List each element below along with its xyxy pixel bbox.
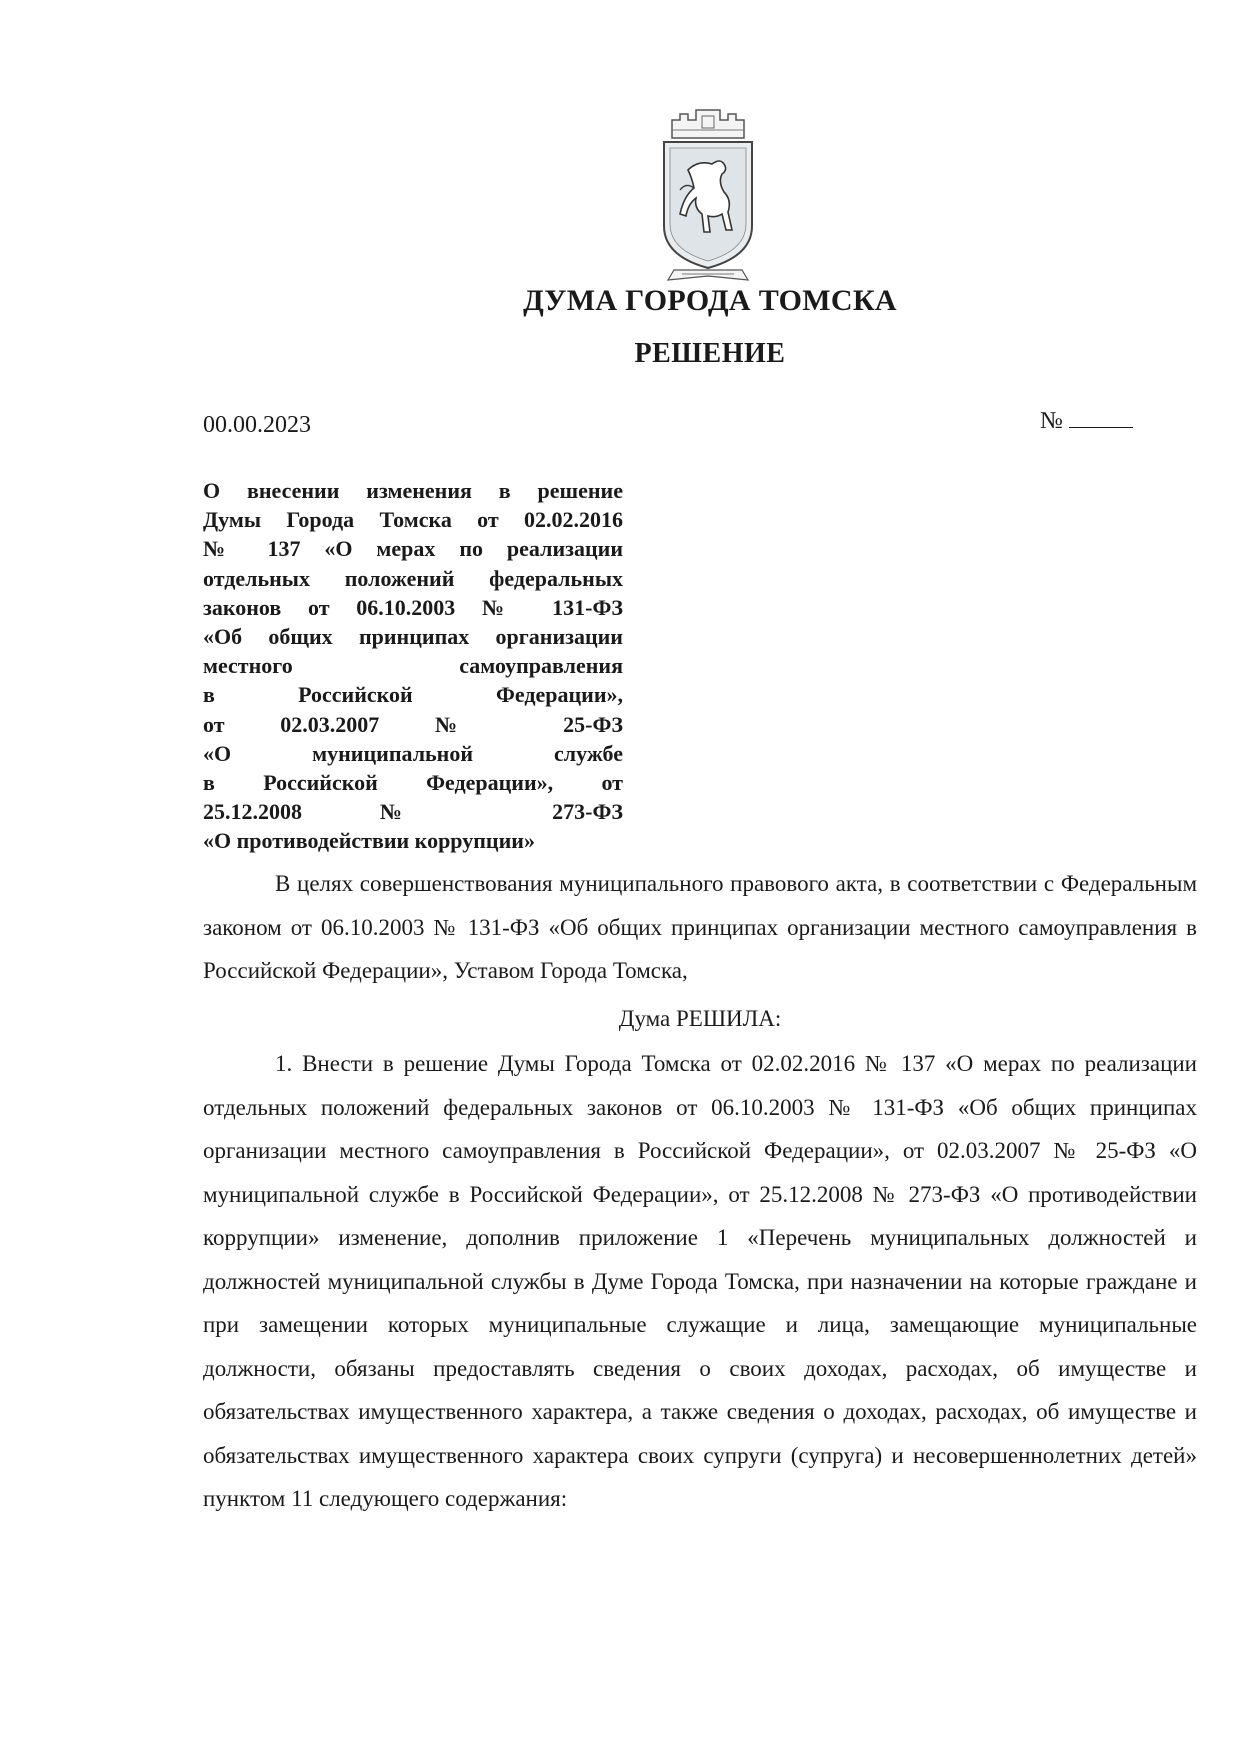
resolution-heading: Дума РЕШИЛА: <box>618 1005 782 1031</box>
subject-line: Думы Города Томска от 02.02.2016 <box>203 507 623 533</box>
number-blank-line <box>1069 409 1133 428</box>
horse-emblem-icon <box>658 108 758 286</box>
coat-of-arms-emblem <box>658 108 758 286</box>
subject-line: от 02.03.2007 № 25-ФЗ <box>203 711 623 737</box>
document-number <box>1040 408 1133 435</box>
subject-line: № 137 «О мерах по реализации <box>203 536 623 562</box>
subject-line: «О противодействии коррупции» <box>203 828 535 854</box>
document-date: 00.00.2023 <box>203 412 311 438</box>
subject-line: в Российской Федерации», от <box>203 770 623 796</box>
document-body <box>203 862 1197 1521</box>
subject-line: О внесении изменения в решение <box>203 478 623 503</box>
number-sign: № <box>1040 408 1063 434</box>
subject-line: отдельных положений федеральных <box>203 565 623 591</box>
subject-line: местного самоуправления <box>203 653 623 679</box>
subject-line: законов от 06.10.2003 № 131-ФЗ <box>203 594 623 620</box>
organization-title: ДУМА ГОРОДА ТОМСКА <box>523 284 897 317</box>
document-subject <box>203 476 623 856</box>
subject-line: 25.12.2008 № 273-ФЗ <box>203 799 623 825</box>
document-kind-title: РЕШЕНИЕ <box>634 338 786 369</box>
item-1-paragraph: 1. Внести в решение Думы Города Томска от 02.02.2016 № 137 «О мерах по реализации отдельных положений федеральных законов от 06.10.2003 № 131-ФЗ «Об общих принципах организации местного самоуправления в Российской Федерации», от 02.03.2007 № 25-ФЗ «О муниципальной службе в Российской Федерации», от 25.12.2008 № 273-ФЗ «О противодействии коррупции» изменение, дополнив приложение 1 «Перечень муниципальных должностей и должностей муниципальной службы в Думе Города Томска, при назначении на которые граждане и при замещении которых муниципальные служащие и лица, замещающие муниципальные должности, обязаны предоставлять сведения о своих доходах, расходах, об имуществе и обязательствах имущественного характера, а также сведения о доходах, расходах, об имуществе и обязательствах имущественного характера своих супруги (супруга) и несовершеннолетних детей» пунктом 11 следующего содержания: <box>203 1051 1197 1511</box>
subject-line: «О муниципальной службе <box>203 740 623 766</box>
subject-line: «Об общих принципах организации <box>203 624 623 650</box>
preamble-paragraph: В целях совершенствования муниципального правового акта, в соответствии с Федеральным законом от 06.10.2003 № 131-ФЗ «Об общих принципах организации местного самоуправления в Российской Федерации», Уставом Города Томска, <box>203 871 1197 983</box>
subject-line: в Российской Федерации», <box>203 682 623 708</box>
